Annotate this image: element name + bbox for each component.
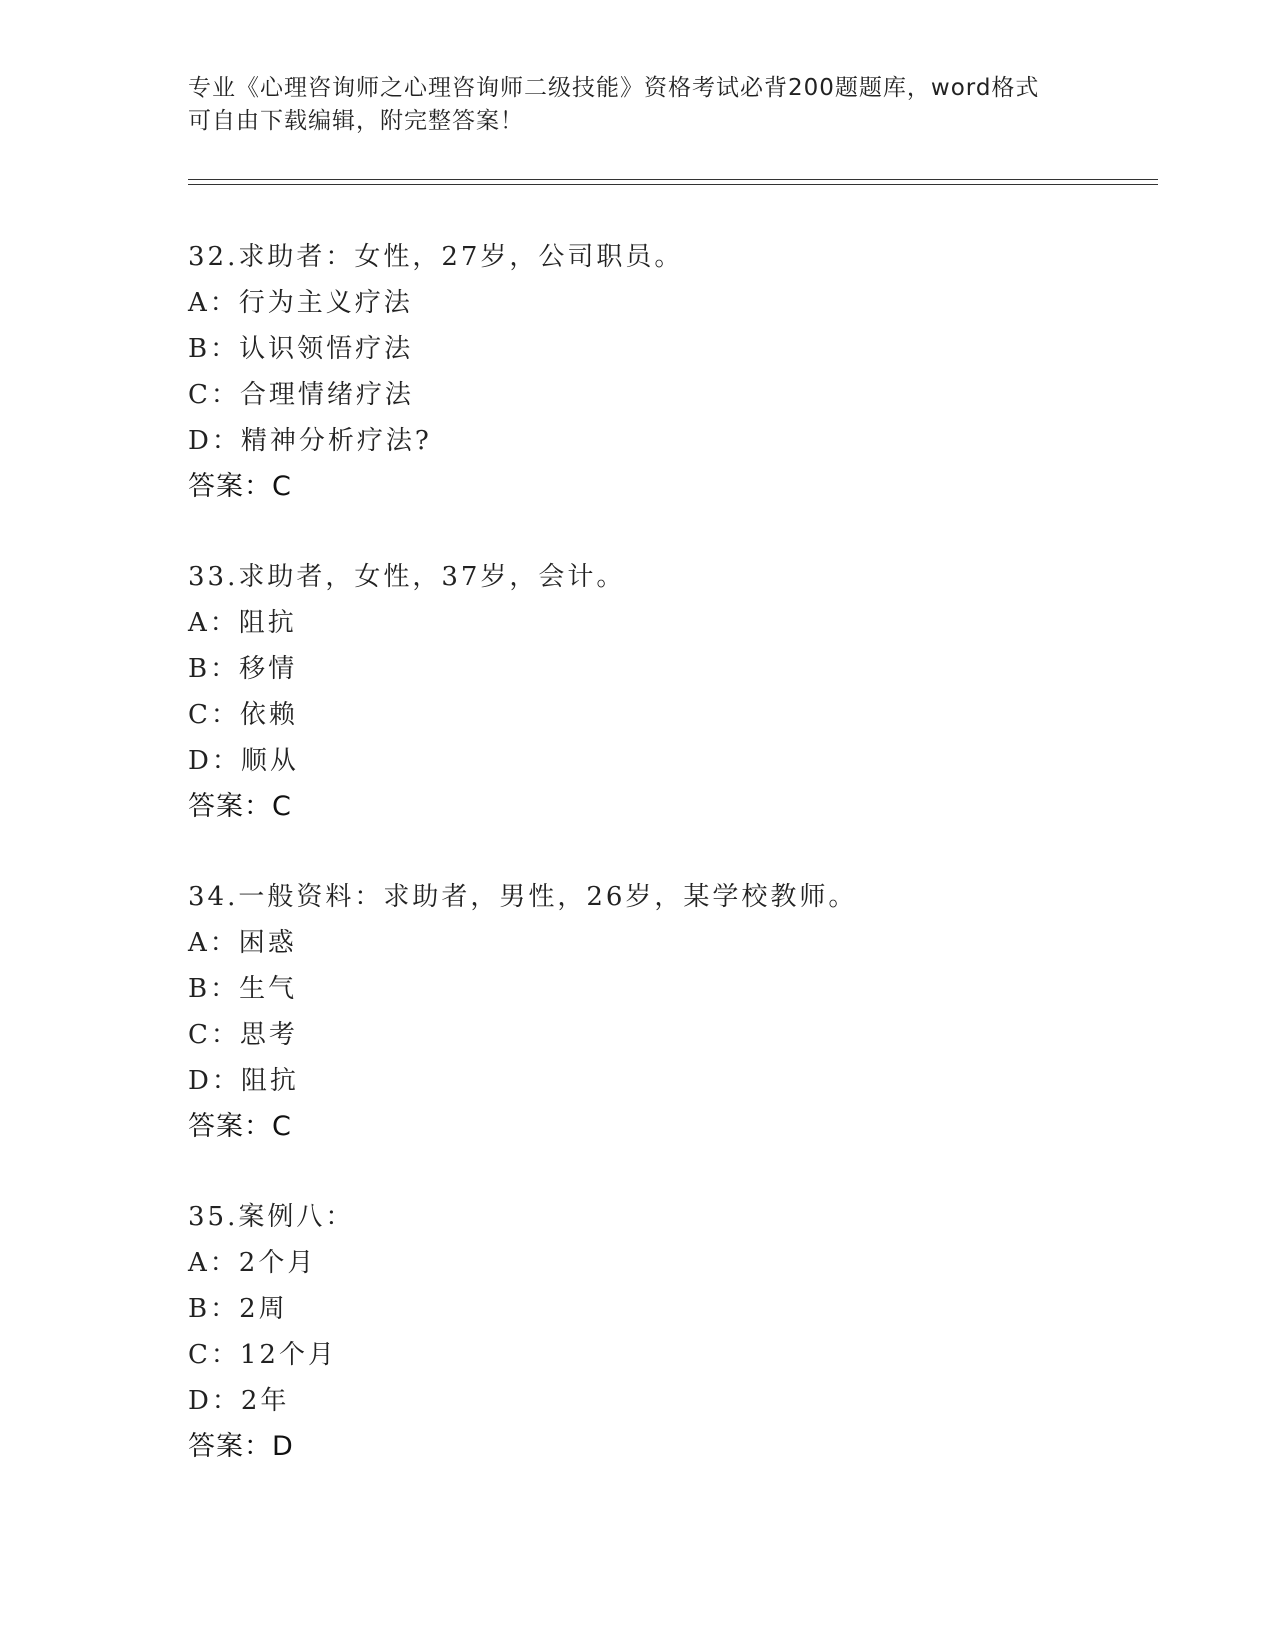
document-header	[188, 72, 1088, 138]
option-c: C：合理情绪疗法	[188, 380, 414, 410]
answer-line: 答案：D	[188, 1431, 294, 1462]
option-a: A：困惑	[188, 928, 297, 958]
option-c: C：思考	[188, 1020, 298, 1050]
option-a: A：行为主义疗法	[188, 288, 413, 318]
question-stem: 34.一般资料：求助者，男性，26岁，某学校教师。	[188, 882, 858, 912]
option-b: B：移情	[188, 654, 298, 684]
answer-line: 答案：C	[188, 791, 292, 822]
question-35	[188, 1194, 1148, 1470]
question-34	[188, 874, 1148, 1150]
header-divider-bottom	[188, 184, 1158, 185]
question-32	[188, 234, 1148, 510]
header-line-2: 可自由下载编辑，附完整答案！	[188, 108, 524, 134]
option-a: A：2个月	[188, 1248, 317, 1278]
question-stem: 35.案例八：	[188, 1202, 355, 1232]
option-d: D：精神分析疗法?	[188, 426, 432, 456]
question-33	[188, 554, 1148, 830]
option-a: A：阻抗	[188, 608, 297, 638]
option-d: D：阻抗	[188, 1066, 299, 1096]
option-b: B：认识领悟疗法	[188, 334, 414, 364]
option-c: C：依赖	[188, 700, 298, 730]
answer-line: 答案：C	[188, 1111, 292, 1142]
option-d: D：2年	[188, 1386, 290, 1416]
option-b: B：生气	[188, 974, 298, 1004]
option-d: D：顺从	[188, 746, 299, 776]
option-b: B：2周	[188, 1294, 288, 1324]
header-divider-top	[188, 179, 1158, 180]
header-line-1: 专业《心理咨询师之心理咨询师二级技能》资格考试必背200题题库，word格式	[188, 75, 1040, 101]
question-stem: 33.求助者，女性，37岁，会计。	[188, 562, 626, 592]
question-stem: 32.求助者：女性，27岁，公司职员。	[188, 242, 684, 272]
option-c: C：12个月	[188, 1340, 337, 1370]
answer-line: 答案：C	[188, 471, 292, 502]
